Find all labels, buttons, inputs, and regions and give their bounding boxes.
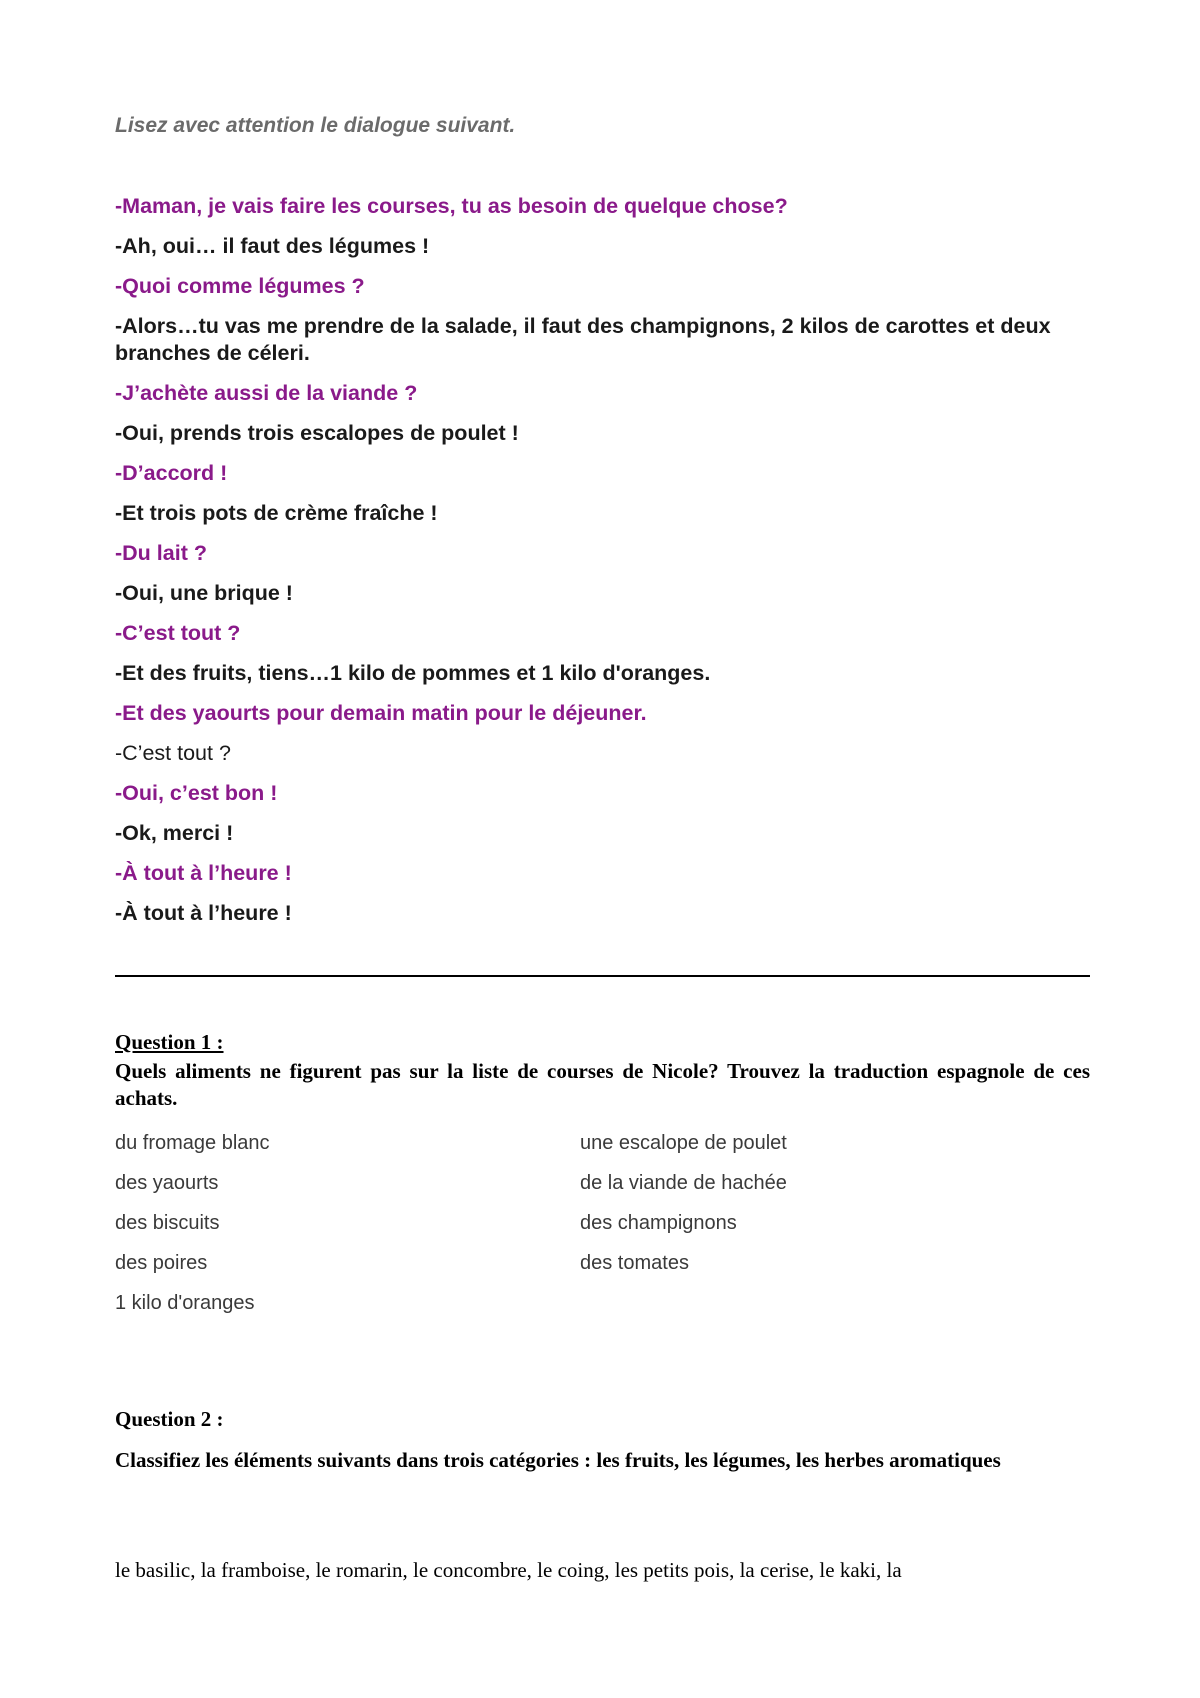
dialogue-line: -J’achète aussi de la viande ? (115, 381, 418, 405)
list-item: des yaourts (115, 1172, 219, 1194)
dialogue-line: -Oui, prends trois escalopes de poulet ! (115, 421, 519, 445)
dialogue-line: -Ah, oui… il faut des légumes ! (115, 234, 430, 258)
question-2-text: Classifiez les éléments suivants dans trois catégories : les fruits, les légumes, les herbes aromatiques (115, 1448, 1001, 1472)
food-list-right (580, 1130, 787, 1290)
dialogue-line: -À tout à l’heure ! (115, 901, 292, 925)
list-item: 1 kilo d'oranges (115, 1292, 255, 1314)
food-list-left (115, 1130, 270, 1330)
dialogue (115, 193, 1095, 940)
intro-instruction: Lisez avec attention le dialogue suivant. (115, 114, 516, 137)
dialogue-line: -Du lait ? (115, 541, 207, 565)
list-item: des poires (115, 1252, 208, 1274)
dialogue-line: -C’est tout ? (115, 621, 241, 645)
section-divider (115, 975, 1090, 977)
question-1-text: Quels aliments ne figurent pas sur la liste de courses de Nicole? Trouvez la traduction espagnole de ces achats. (115, 1059, 1090, 1110)
dialogue-line: -Et des fruits, tiens…1 kilo de pommes et 1 kilo d'oranges. (115, 661, 711, 685)
dialogue-line: -Oui, c’est bon ! (115, 781, 278, 805)
dialogue-line: -Et trois pots de crème fraîche ! (115, 501, 438, 525)
list-item: une escalope de poulet (580, 1132, 787, 1154)
dialogue-line: -À tout à l’heure ! (115, 861, 292, 885)
dialogue-line: -Oui, une brique ! (115, 581, 293, 605)
dialogue-line: -Ok, merci ! (115, 821, 234, 845)
question-2-title: Question 2 : (115, 1407, 224, 1431)
list-item: du fromage blanc (115, 1132, 270, 1154)
dialogue-line: -Quoi comme légumes ? (115, 274, 365, 298)
list-item: des tomates (580, 1252, 689, 1274)
dialogue-line: -Alors…tu vas me prendre de la salade, il faut des champignons, 2 kilos de carottes et deux branches de céleri. (115, 314, 1051, 365)
list-item: de la viande de hachée (580, 1172, 787, 1194)
dialogue-line: -Maman, je vais faire les courses, tu as besoin de quelque chose? (115, 194, 788, 218)
question-2-word-list: le basilic, la framboise, le romarin, le concombre, le coing, les petits pois, la cerise, le kaki, la (115, 1558, 902, 1582)
dialogue-line: -D’accord ! (115, 461, 228, 485)
dialogue-line: -C’est tout ? (115, 741, 231, 765)
list-item: des biscuits (115, 1212, 220, 1234)
question-1-title: Question 1 : (115, 1030, 224, 1054)
list-item: des champignons (580, 1212, 737, 1234)
dialogue-line: -Et des yaourts pour demain matin pour le déjeuner. (115, 701, 647, 725)
